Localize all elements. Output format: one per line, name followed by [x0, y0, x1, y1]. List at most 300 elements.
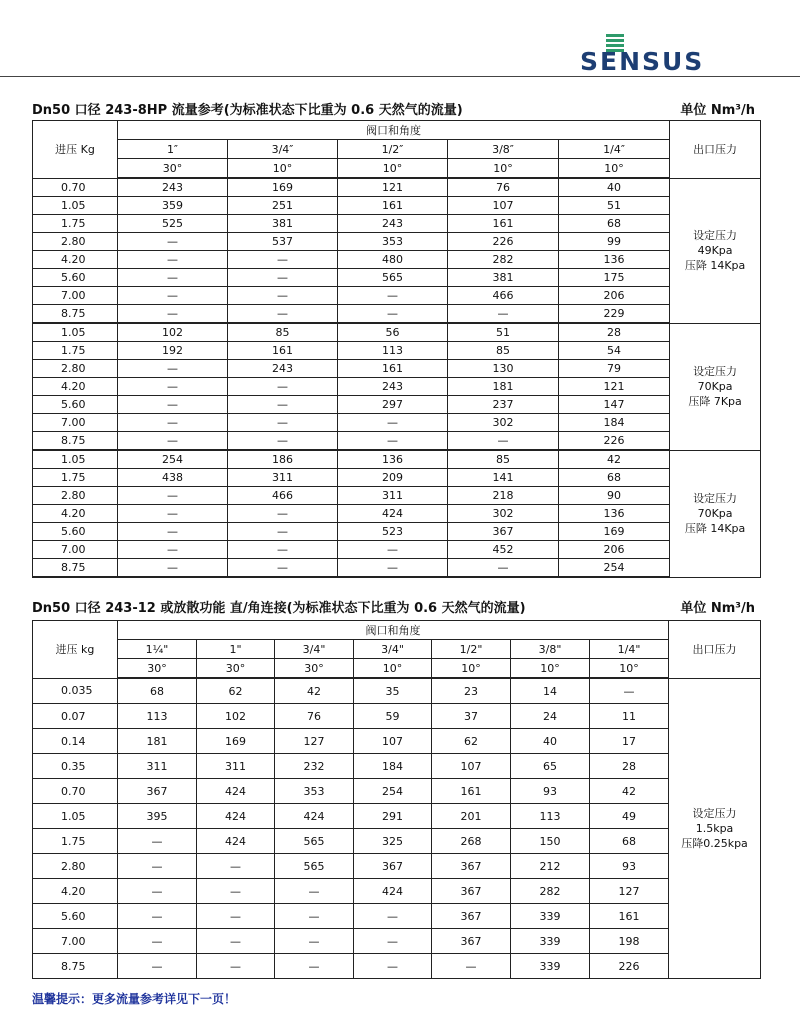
- outlet-pressure-line: 压降0.25kpa: [681, 836, 748, 850]
- valve-angle-cell: 10°: [228, 159, 338, 179]
- flow-value-cell: —: [338, 559, 448, 578]
- table-row: [33, 854, 761, 879]
- table-row: [33, 450, 761, 469]
- inlet-pressure-cell: 5.60: [33, 269, 118, 287]
- table-row: [33, 432, 761, 451]
- inlet-pressure-cell: 5.60: [33, 523, 118, 541]
- flow-value-cell: 90: [559, 487, 670, 505]
- table-row: [33, 804, 761, 829]
- flow-value-cell: —: [338, 305, 448, 324]
- flow-value-cell: 136: [559, 505, 670, 523]
- valve-angle-cell: 10°: [432, 659, 511, 679]
- flow-value-cell: —: [338, 414, 448, 432]
- flow-value-cell: —: [118, 505, 228, 523]
- outlet-pressure-cell: [669, 678, 761, 979]
- inlet-pressure-cell: 7.00: [33, 929, 118, 954]
- inlet-pressure-cell: 4.20: [33, 879, 118, 904]
- flow-value-cell: 51: [559, 197, 670, 215]
- flow-value-cell: 184: [354, 754, 432, 779]
- flow-value-cell: 42: [275, 678, 354, 704]
- table-row: [33, 215, 761, 233]
- outlet-pressure-line: 压降 14Kpa: [684, 259, 746, 272]
- valve-size-header: 1/2″: [338, 140, 448, 159]
- flow-value-cell: 42: [590, 779, 669, 804]
- flow-value-cell: 565: [338, 269, 448, 287]
- flow-value-cell: —: [338, 541, 448, 559]
- flow-value-cell: —: [354, 954, 432, 979]
- flow-value-cell: 226: [559, 432, 670, 451]
- flow-value-cell: 76: [275, 704, 354, 729]
- flow-value-cell: 102: [197, 704, 275, 729]
- inlet-pressure-header: 进压 Kg: [33, 121, 118, 179]
- flow-value-cell: 141: [448, 469, 559, 487]
- flow-value-cell: —: [118, 414, 228, 432]
- inlet-pressure-cell: 2.80: [33, 233, 118, 251]
- table-row: [33, 287, 761, 305]
- valve-angle-header: 阀口和角度: [118, 621, 669, 640]
- flow-value-cell: —: [338, 287, 448, 305]
- inlet-pressure-cell: 4.20: [33, 378, 118, 396]
- flow-value-cell: —: [590, 678, 669, 704]
- flow-value-cell: 161: [448, 215, 559, 233]
- flow-value-cell: —: [118, 432, 228, 451]
- flow-value-cell: 311: [197, 754, 275, 779]
- flow-value-cell: 466: [448, 287, 559, 305]
- inlet-pressure-cell: 7.00: [33, 414, 118, 432]
- flow-value-cell: 40: [511, 729, 590, 754]
- flow-value-cell: 424: [354, 879, 432, 904]
- flow-value-cell: —: [448, 305, 559, 324]
- inlet-pressure-cell: 2.80: [33, 487, 118, 505]
- flow-value-cell: 311: [338, 487, 448, 505]
- flow-value-cell: 113: [338, 342, 448, 360]
- outlet-pressure-line: 70Kpa: [697, 380, 733, 393]
- table-row: [33, 879, 761, 904]
- inlet-pressure-cell: 1.05: [33, 450, 118, 469]
- outlet-pressure-cell: [670, 450, 761, 577]
- table-row: [33, 505, 761, 523]
- flow-value-cell: 339: [511, 904, 590, 929]
- flow-value-cell: 102: [118, 323, 228, 342]
- flow-value-cell: 565: [275, 854, 354, 879]
- flow-value-cell: 169: [228, 178, 338, 197]
- flow-value-cell: 424: [197, 829, 275, 854]
- table-row: [33, 378, 761, 396]
- flow-value-cell: 325: [354, 829, 432, 854]
- flow-value-cell: —: [228, 378, 338, 396]
- outlet-pressure-line: 70Kpa: [697, 507, 733, 520]
- inlet-pressure-cell: 2.80: [33, 854, 118, 879]
- flow-value-cell: 107: [432, 754, 511, 779]
- flow-value-cell: 395: [118, 804, 197, 829]
- flow-value-cell: 85: [228, 323, 338, 342]
- flow-value-cell: 107: [354, 729, 432, 754]
- flow-value-cell: —: [118, 904, 197, 929]
- table-row: [33, 251, 761, 269]
- flow-value-cell: 243: [338, 215, 448, 233]
- valve-angle-cell: 10°: [511, 659, 590, 679]
- flow-value-cell: 17: [590, 729, 669, 754]
- valve-size-header: 1″: [118, 140, 228, 159]
- valve-size-header: 1/4": [590, 640, 669, 659]
- table-row: [33, 360, 761, 378]
- flow-value-cell: 93: [590, 854, 669, 879]
- flow-value-cell: —: [118, 233, 228, 251]
- flow-value-cell: —: [118, 829, 197, 854]
- flow-value-cell: —: [228, 432, 338, 451]
- flow-value-cell: 268: [432, 829, 511, 854]
- flow-value-cell: 424: [338, 505, 448, 523]
- flow-value-cell: 424: [197, 779, 275, 804]
- table-row: [33, 414, 761, 432]
- valve-angle-cell: 10°: [559, 159, 670, 179]
- flow-value-cell: —: [118, 269, 228, 287]
- flow-value-cell: 291: [354, 804, 432, 829]
- inlet-pressure-cell: 0.14: [33, 729, 118, 754]
- table-row: [33, 469, 761, 487]
- flow-value-cell: 62: [197, 678, 275, 704]
- valve-size-header: 1": [197, 640, 275, 659]
- inlet-pressure-cell: 1.75: [33, 469, 118, 487]
- flow-value-cell: 99: [559, 233, 670, 251]
- flow-value-cell: 181: [118, 729, 197, 754]
- flow-value-cell: 282: [448, 251, 559, 269]
- flow-value-cell: 237: [448, 396, 559, 414]
- flow-value-cell: —: [228, 305, 338, 324]
- inlet-pressure-header: 进压 kg: [33, 621, 118, 679]
- flow-value-cell: 24: [511, 704, 590, 729]
- table-row: [33, 233, 761, 251]
- flow-value-cell: —: [118, 541, 228, 559]
- flow-value-cell: 367: [448, 523, 559, 541]
- outlet-pressure-line: 设定压力: [693, 365, 738, 378]
- flow-value-cell: —: [275, 954, 354, 979]
- flow-value-cell: 42: [559, 450, 670, 469]
- flow-value-cell: 136: [338, 450, 448, 469]
- flow-value-cell: 452: [448, 541, 559, 559]
- flow-value-cell: 282: [511, 879, 590, 904]
- flow-value-cell: 76: [448, 178, 559, 197]
- outlet-pressure-line: 压降 14Kpa: [684, 522, 746, 535]
- flow-value-cell: 523: [338, 523, 448, 541]
- table2-title: Dn50 口径 243-12 或放散功能 直/角连接(为标准状态下比重为 0.6 天然气的流量): [32, 601, 526, 616]
- table-row: [33, 487, 761, 505]
- footer-tip: 温馨提示：更多流量参考详见下一页！: [32, 992, 237, 1006]
- flow-value-cell: 35: [354, 678, 432, 704]
- table-row: [33, 559, 761, 578]
- flow-value-cell: —: [228, 541, 338, 559]
- valve-size-header: 3/4″: [228, 140, 338, 159]
- flow-value-cell: 11: [590, 704, 669, 729]
- flow-value-cell: 161: [432, 779, 511, 804]
- flow-value-cell: 68: [559, 215, 670, 233]
- flow-value-cell: 367: [432, 854, 511, 879]
- outlet-pressure-cell: [670, 178, 761, 323]
- inlet-pressure-cell: 7.00: [33, 287, 118, 305]
- flow-value-cell: —: [197, 904, 275, 929]
- flow-value-cell: 311: [118, 754, 197, 779]
- flow-value-cell: 169: [559, 523, 670, 541]
- inlet-pressure-cell: 0.035: [33, 678, 118, 704]
- flow-table-243-8hp: [32, 120, 761, 578]
- flow-value-cell: 537: [228, 233, 338, 251]
- inlet-pressure-cell: 7.00: [33, 541, 118, 559]
- flow-value-cell: —: [118, 360, 228, 378]
- valve-angle-cell: 30°: [118, 659, 197, 679]
- inlet-pressure-cell: 8.75: [33, 432, 118, 451]
- table-row: [33, 779, 761, 804]
- flow-value-cell: —: [228, 396, 338, 414]
- flow-value-cell: 85: [448, 342, 559, 360]
- flow-value-cell: —: [118, 929, 197, 954]
- outlet-pressure-header: 出口压力: [670, 121, 761, 179]
- flow-value-cell: —: [228, 269, 338, 287]
- outlet-pressure-line: 设定压力: [693, 229, 738, 242]
- flow-value-cell: 367: [432, 879, 511, 904]
- inlet-pressure-cell: 1.75: [33, 342, 118, 360]
- inlet-pressure-cell: 1.05: [33, 323, 118, 342]
- flow-value-cell: 226: [590, 954, 669, 979]
- flow-value-cell: 181: [448, 378, 559, 396]
- flow-value-cell: 107: [448, 197, 559, 215]
- flow-value-cell: 367: [432, 929, 511, 954]
- flow-value-cell: 367: [118, 779, 197, 804]
- table-row: [33, 541, 761, 559]
- table1-unit: 单位 Nm³/h: [680, 103, 755, 118]
- table-row: [33, 754, 761, 779]
- flow-value-cell: 68: [118, 678, 197, 704]
- flow-value-cell: 121: [559, 378, 670, 396]
- flow-value-cell: 62: [432, 729, 511, 754]
- flow-value-cell: —: [338, 432, 448, 451]
- flow-value-cell: 311: [228, 469, 338, 487]
- table-row: [33, 305, 761, 324]
- flow-value-cell: —: [118, 378, 228, 396]
- flow-value-cell: —: [118, 251, 228, 269]
- flow-value-cell: 113: [118, 704, 197, 729]
- table-row: [33, 342, 761, 360]
- flow-value-cell: 254: [118, 450, 228, 469]
- table-row: [33, 523, 761, 541]
- flow-value-cell: 130: [448, 360, 559, 378]
- outlet-pressure-line: 压降 7Kpa: [688, 395, 742, 408]
- flow-value-cell: 209: [338, 469, 448, 487]
- inlet-pressure-cell: 1.05: [33, 804, 118, 829]
- flow-value-cell: 56: [338, 323, 448, 342]
- inlet-pressure-cell: 0.70: [33, 178, 118, 197]
- flow-value-cell: —: [354, 929, 432, 954]
- flow-value-cell: 381: [228, 215, 338, 233]
- outlet-pressure-line: 49Kpa: [697, 244, 733, 257]
- table-row: [33, 323, 761, 342]
- flow-value-cell: 367: [354, 854, 432, 879]
- flow-value-cell: 186: [228, 450, 338, 469]
- inlet-pressure-cell: 1.75: [33, 829, 118, 854]
- flow-value-cell: 243: [118, 178, 228, 197]
- flow-value-cell: 40: [559, 178, 670, 197]
- flow-value-cell: 525: [118, 215, 228, 233]
- flow-value-cell: 150: [511, 829, 590, 854]
- valve-angle-cell: 30°: [197, 659, 275, 679]
- valve-size-header: 3/8″: [448, 140, 559, 159]
- flow-value-cell: —: [118, 487, 228, 505]
- flow-value-cell: 565: [275, 829, 354, 854]
- valve-angle-cell: 10°: [354, 659, 432, 679]
- flow-value-cell: —: [275, 929, 354, 954]
- flow-value-cell: —: [228, 505, 338, 523]
- flow-value-cell: 23: [432, 678, 511, 704]
- flow-value-cell: 201: [432, 804, 511, 829]
- inlet-pressure-cell: 1.05: [33, 197, 118, 215]
- flow-value-cell: 121: [338, 178, 448, 197]
- flow-value-cell: 93: [511, 779, 590, 804]
- flow-value-cell: 424: [197, 804, 275, 829]
- flow-value-cell: 113: [511, 804, 590, 829]
- header-divider: [0, 76, 800, 77]
- flow-value-cell: 127: [590, 879, 669, 904]
- table-row: [33, 396, 761, 414]
- flow-value-cell: —: [448, 559, 559, 578]
- valve-size-header: 3/8": [511, 640, 590, 659]
- flow-value-cell: —: [118, 287, 228, 305]
- valve-size-header: 1/2": [432, 640, 511, 659]
- flow-value-cell: —: [448, 432, 559, 451]
- inlet-pressure-cell: 1.75: [33, 215, 118, 233]
- flow-value-cell: 192: [118, 342, 228, 360]
- flow-value-cell: 466: [228, 487, 338, 505]
- flow-value-cell: 254: [354, 779, 432, 804]
- inlet-pressure-cell: 0.07: [33, 704, 118, 729]
- flow-value-cell: 28: [559, 323, 670, 342]
- valve-angle-cell: 10°: [338, 159, 448, 179]
- flow-value-cell: 28: [590, 754, 669, 779]
- flow-value-cell: 424: [275, 804, 354, 829]
- flow-value-cell: —: [228, 414, 338, 432]
- inlet-pressure-cell: 4.20: [33, 251, 118, 269]
- flow-value-cell: 161: [338, 360, 448, 378]
- flow-value-cell: —: [118, 559, 228, 578]
- inlet-pressure-cell: 5.60: [33, 396, 118, 414]
- table-row: [33, 954, 761, 979]
- outlet-pressure-line: 设定压力: [693, 492, 738, 505]
- table-row: [33, 829, 761, 854]
- table-row: [33, 704, 761, 729]
- flow-value-cell: 359: [118, 197, 228, 215]
- flow-value-cell: 339: [511, 954, 590, 979]
- valve-angle-cell: 30°: [275, 659, 354, 679]
- valve-angle-cell: 30°: [118, 159, 228, 179]
- table-row: [33, 929, 761, 954]
- flow-value-cell: 198: [590, 929, 669, 954]
- flow-value-cell: 54: [559, 342, 670, 360]
- flow-value-cell: 49: [590, 804, 669, 829]
- valve-angle-cell: 10°: [448, 159, 559, 179]
- valve-angle-cell: 10°: [590, 659, 669, 679]
- flow-value-cell: 353: [338, 233, 448, 251]
- flow-value-cell: 68: [559, 469, 670, 487]
- flow-value-cell: 229: [559, 305, 670, 324]
- valve-size-header: 3/4": [354, 640, 432, 659]
- flow-value-cell: —: [118, 523, 228, 541]
- valve-size-header: 1¼": [118, 640, 197, 659]
- flow-value-cell: 127: [275, 729, 354, 754]
- flow-value-cell: —: [118, 954, 197, 979]
- flow-value-cell: 480: [338, 251, 448, 269]
- flow-value-cell: —: [118, 396, 228, 414]
- logo-wordmark: SENSUS: [580, 47, 705, 76]
- table-row: [33, 904, 761, 929]
- table-row: [33, 678, 761, 704]
- flow-value-cell: —: [118, 305, 228, 324]
- inlet-pressure-cell: 8.75: [33, 559, 118, 578]
- flow-value-cell: —: [432, 954, 511, 979]
- flow-value-cell: 438: [118, 469, 228, 487]
- flow-value-cell: —: [118, 854, 197, 879]
- flow-value-cell: —: [228, 559, 338, 578]
- flow-value-cell: —: [228, 251, 338, 269]
- inlet-pressure-cell: 0.35: [33, 754, 118, 779]
- flow-value-cell: —: [118, 879, 197, 904]
- flow-value-cell: 37: [432, 704, 511, 729]
- flow-value-cell: 297: [338, 396, 448, 414]
- flow-value-cell: 243: [338, 378, 448, 396]
- flow-value-cell: 218: [448, 487, 559, 505]
- flow-value-cell: 85: [448, 450, 559, 469]
- valve-angle-header: 阀口和角度: [118, 121, 670, 140]
- valve-size-header: 1/4″: [559, 140, 670, 159]
- flow-value-cell: —: [197, 929, 275, 954]
- flow-value-cell: 339: [511, 929, 590, 954]
- inlet-pressure-cell: 8.75: [33, 305, 118, 324]
- flow-value-cell: 232: [275, 754, 354, 779]
- flow-value-cell: 65: [511, 754, 590, 779]
- flow-value-cell: 302: [448, 414, 559, 432]
- flow-value-cell: —: [197, 854, 275, 879]
- inlet-pressure-cell: 4.20: [33, 505, 118, 523]
- flow-value-cell: 212: [511, 854, 590, 879]
- flow-value-cell: 14: [511, 678, 590, 704]
- flow-value-cell: 206: [559, 287, 670, 305]
- flow-value-cell: 79: [559, 360, 670, 378]
- flow-value-cell: 169: [197, 729, 275, 754]
- flow-value-cell: 136: [559, 251, 670, 269]
- inlet-pressure-cell: 0.70: [33, 779, 118, 804]
- flow-value-cell: 251: [228, 197, 338, 215]
- outlet-pressure-header: 出口压力: [669, 621, 761, 679]
- table-row: [33, 269, 761, 287]
- sensus-logo: [580, 34, 730, 74]
- flow-value-cell: 51: [448, 323, 559, 342]
- inlet-pressure-cell: 5.60: [33, 904, 118, 929]
- flow-value-cell: 243: [228, 360, 338, 378]
- inlet-pressure-cell: 8.75: [33, 954, 118, 979]
- flow-value-cell: 302: [448, 505, 559, 523]
- flow-value-cell: 161: [590, 904, 669, 929]
- flow-value-cell: 353: [275, 779, 354, 804]
- flow-value-cell: 381: [448, 269, 559, 287]
- flow-value-cell: 147: [559, 396, 670, 414]
- flow-value-cell: 254: [559, 559, 670, 578]
- flow-value-cell: 206: [559, 541, 670, 559]
- table-row: [33, 729, 761, 754]
- outlet-pressure-line: 设定压力: [692, 806, 737, 820]
- flow-value-cell: 184: [559, 414, 670, 432]
- inlet-pressure-cell: 2.80: [33, 360, 118, 378]
- flow-value-cell: 226: [448, 233, 559, 251]
- flow-value-cell: 68: [590, 829, 669, 854]
- flow-value-cell: —: [197, 954, 275, 979]
- flow-value-cell: —: [275, 879, 354, 904]
